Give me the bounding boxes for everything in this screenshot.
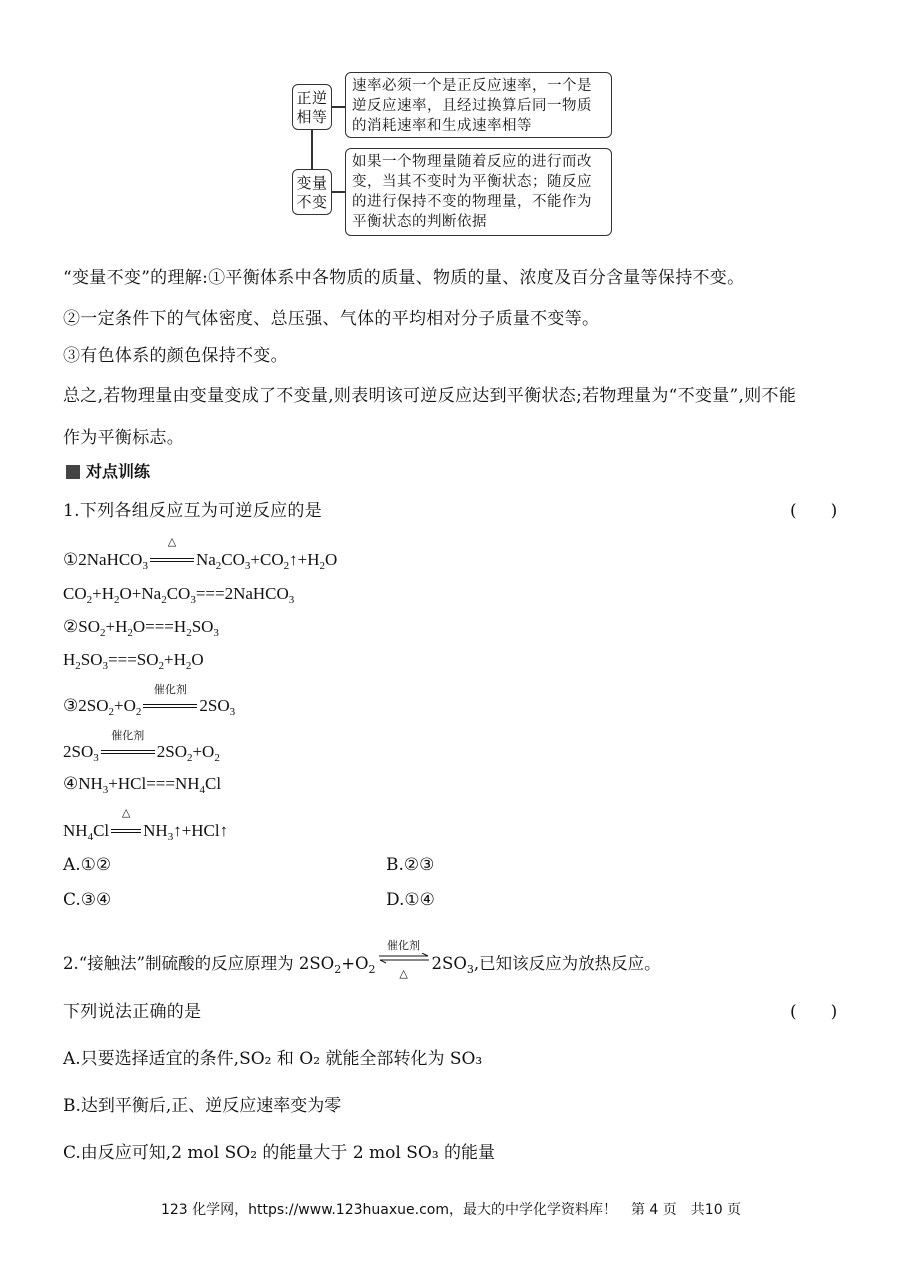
key-box-1 bbox=[292, 84, 332, 130]
catalyst-arrow bbox=[143, 683, 197, 713]
page-footer: 123 化学网，https://www.123huaxue.com，最大的中学化学资料库！ 第 4 页 共10 页 bbox=[160, 1202, 742, 1218]
section-title-text: 对点训练 bbox=[86, 462, 151, 481]
desc-box-2 bbox=[345, 148, 612, 236]
section-title bbox=[66, 459, 150, 482]
option-B[interactable]: B.②③ bbox=[386, 855, 435, 875]
question-2-stem-part-c: 2SO bbox=[431, 954, 467, 973]
paragraph-3: ③有色体系的颜色保持不变。 bbox=[63, 346, 288, 366]
connector-vertical bbox=[311, 130, 313, 169]
option-A[interactable]: A.①② bbox=[63, 855, 112, 875]
catalyst-label: 催化剂 bbox=[153, 683, 187, 696]
connector-1 bbox=[332, 106, 345, 108]
paragraph-4b: 作为平衡标志。 bbox=[63, 428, 185, 448]
question-2-stem-part-a: 2.“接触法”制硫酸的反应原理为 2SO bbox=[63, 954, 335, 973]
question-2-answer-blank: ( ) bbox=[790, 1002, 838, 1022]
equation-1b: $CO_2+H_2O+Na_2CO_3===2NaHCO_3$ bbox=[63, 584, 295, 606]
q2-option-C[interactable]: C.由反应可知,2 mol SO₂ 的能量大于 2 mol SO₃ 的能量 bbox=[63, 1143, 496, 1163]
key-box-1-text: 正逆相等 bbox=[296, 89, 328, 126]
desc-box-1-text: 速率必须一个是正反应速率，一个是逆反应速率，且经过换算后同一物质的消耗速率和生成速率相等 bbox=[352, 78, 592, 134]
option-C[interactable]: C.③④ bbox=[63, 890, 112, 910]
q2-option-B[interactable]: B.达到平衡后,正、逆反应速率变为零 bbox=[63, 1096, 342, 1116]
paragraph-1: “变量不变”的理解:①平衡体系中各物质的质量、物质的量、浓度及百分含量等保持不变。 bbox=[63, 268, 745, 288]
question-1-stem: 1.下列各组反应互为可逆反应的是 bbox=[63, 501, 323, 521]
heat-arrow bbox=[111, 806, 141, 838]
connector-2 bbox=[332, 191, 345, 193]
equation-4a: $④NH_3+HCl===NH_4Cl$ bbox=[63, 774, 222, 796]
key-box-2-text: 变量不变 bbox=[296, 174, 328, 211]
catalyst-label: 催化剂 bbox=[387, 939, 421, 952]
catalyst-arrow bbox=[101, 729, 155, 759]
desc-box-2-text: 如果一个物理量随着反应的进行而改变，当其不变时为平衡状态；随反应的进行保持不变的物理量，不能作为平衡状态的判断依据 bbox=[352, 154, 592, 230]
question-2-stem-part-d: ,已知该反应为放热反应。 bbox=[473, 954, 661, 973]
equation-3a: $③2SO_2+O_2$ 催化剂 $2SO_3$ bbox=[63, 683, 236, 718]
q2-option-A[interactable]: A.只要选择适宜的条件,SO₂ 和 O₂ 就能全部转化为 SO₃ bbox=[63, 1049, 483, 1069]
key-box-2 bbox=[292, 169, 332, 215]
equation-1a: ①2NaHCO$_3$ △ $Na_2CO_3+CO_2↑+H_2O$ bbox=[63, 535, 338, 572]
paragraph-4a: 总之,若物理量由变量变成了不变量,则表明该可逆反应达到平衡状态;若物理量为“不变量”,则不能 bbox=[63, 386, 797, 406]
question-1-answer-blank: ( ) bbox=[790, 501, 838, 521]
catalyst-label: 催化剂 bbox=[111, 729, 145, 742]
reversible-arrow bbox=[379, 939, 429, 980]
heat-symbol: △ bbox=[121, 806, 131, 819]
desc-box-1 bbox=[345, 72, 612, 138]
equation-4b: $NH_4Cl$ △ $NH_3↑+HCl↑$ bbox=[63, 806, 229, 843]
equation-2a: $②SO_2+H_2O===H_2SO_3$ bbox=[63, 617, 219, 639]
question-2-stem: 2.“接触法”制硫酸的反应原理为 $2SO_2+O_2$ 催化剂 △ $2SO_3$,已知该反应为放热反应。 bbox=[63, 939, 661, 980]
heat-arrow bbox=[150, 535, 194, 567]
reversible-arrow-icon bbox=[379, 953, 429, 967]
equation-2b: $H_2SO_3===SO_2+H_2O$ bbox=[63, 650, 204, 672]
question-2-stem-2: 下列说法正确的是 bbox=[63, 1002, 202, 1022]
question-2-stem-part-b: +O bbox=[341, 954, 369, 973]
section-marker-icon bbox=[66, 465, 80, 479]
option-D[interactable]: D.①④ bbox=[386, 890, 435, 910]
heat-symbol: △ bbox=[167, 535, 177, 548]
paragraph-2: ②一定条件下的气体密度、总压强、气体的平均相对分子质量不变等。 bbox=[63, 309, 600, 329]
equation-3b: $2SO_3$ 催化剂 $2SO_2+O_2$ bbox=[63, 729, 220, 764]
heat-symbol: △ bbox=[399, 967, 408, 980]
